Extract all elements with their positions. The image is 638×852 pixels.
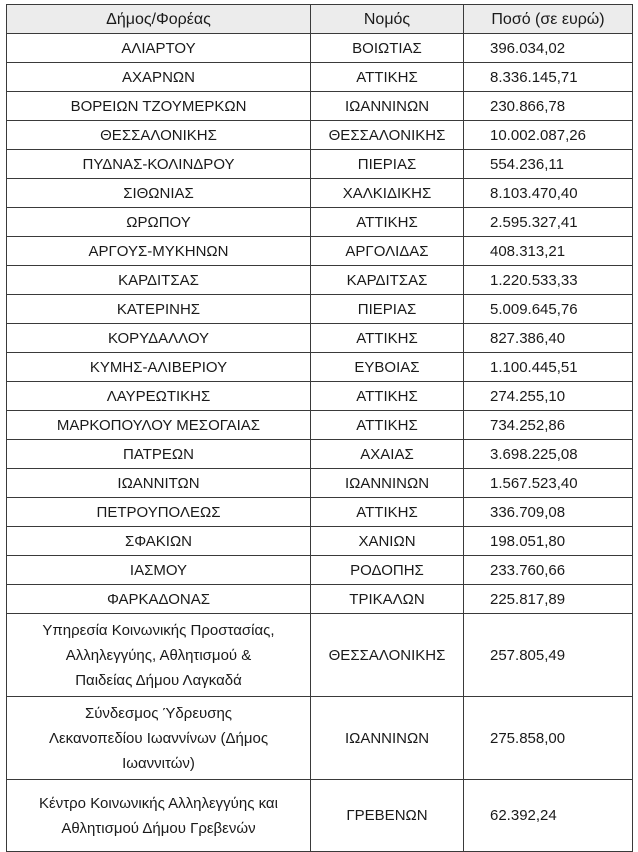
table-row <box>7 266 633 295</box>
cell-entity: Υπηρεσία Κοινωνικής Προστασίας, Αλληλεγγύης, Αθλητισμού & Παιδείας Δήμου Λαγκαδά <box>7 614 311 697</box>
table-body <box>7 34 633 852</box>
cell-entity: ΚΟΡΥΔΑΛΛΟΥ <box>7 324 311 353</box>
cell-amount: 3.698.225,08 <box>464 440 633 469</box>
table-row <box>7 498 633 527</box>
cell-prefecture: ΑΤΤΙΚΗΣ <box>311 382 464 411</box>
cell-amount: 408.313,21 <box>464 237 633 266</box>
cell-prefecture: ΑΧΑΙΑΣ <box>311 440 464 469</box>
cell-entity: ΩΡΩΠΟΥ <box>7 208 311 237</box>
cell-amount: 198.051,80 <box>464 527 633 556</box>
cell-prefecture: ΑΤΤΙΚΗΣ <box>311 498 464 527</box>
table-row <box>7 697 633 780</box>
cell-entity: ΘΕΣΣΑΛΟΝΙΚΗΣ <box>7 121 311 150</box>
cell-amount: 225.817,89 <box>464 585 633 614</box>
cell-prefecture: ΡΟΔΟΠΗΣ <box>311 556 464 585</box>
table-row <box>7 382 633 411</box>
header-entity: Δήμος/Φορέας <box>7 5 311 34</box>
funding-table <box>6 4 633 852</box>
cell-amount: 233.760,66 <box>464 556 633 585</box>
table-row <box>7 556 633 585</box>
cell-amount: 396.034,02 <box>464 34 633 63</box>
cell-prefecture: ΑΤΤΙΚΗΣ <box>311 208 464 237</box>
cell-prefecture: ΧΑΝΙΩΝ <box>311 527 464 556</box>
table-row <box>7 469 633 498</box>
cell-prefecture: ΠΙΕΡΙΑΣ <box>311 150 464 179</box>
cell-entity: ΙΩΑΝΝΙΤΩΝ <box>7 469 311 498</box>
table-row <box>7 237 633 266</box>
cell-amount: 275.858,00 <box>464 697 633 780</box>
cell-amount: 554.236,11 <box>464 150 633 179</box>
cell-amount: 8.336.145,71 <box>464 63 633 92</box>
cell-amount: 1.567.523,40 <box>464 469 633 498</box>
table-row <box>7 208 633 237</box>
cell-entity: Σύνδεσμος Ύδρευσης Λεκανοπεδίου Ιωαννίνων (Δήμος Ιωαννιτών) <box>7 697 311 780</box>
cell-entity: ΠΕΤΡΟΥΠΟΛΕΩΣ <box>7 498 311 527</box>
cell-entity: ΑΡΓΟΥΣ-ΜΥΚΗΝΩΝ <box>7 237 311 266</box>
cell-prefecture: ΒΟΙΩΤΙΑΣ <box>311 34 464 63</box>
header-prefecture: Νομός <box>311 5 464 34</box>
table-row <box>7 411 633 440</box>
table-row <box>7 585 633 614</box>
cell-prefecture: ΑΤΤΙΚΗΣ <box>311 324 464 353</box>
table-row <box>7 179 633 208</box>
cell-entity: ΚΑΡΔΙΤΣΑΣ <box>7 266 311 295</box>
table-row <box>7 614 633 697</box>
cell-entity: ΜΑΡΚΟΠΟΥΛΟΥ ΜΕΣΟΓΑΙΑΣ <box>7 411 311 440</box>
cell-amount: 230.866,78 <box>464 92 633 121</box>
cell-entity: ΑΛΙΑΡΤΟΥ <box>7 34 311 63</box>
table-row <box>7 440 633 469</box>
cell-entity: Κέντρο Κοινωνικής Αλληλεγγύης και Αθλητισμού Δήμου Γρεβενών <box>7 780 311 852</box>
cell-prefecture: ΕΥΒΟΙΑΣ <box>311 353 464 382</box>
table-row <box>7 353 633 382</box>
cell-entity: ΚΥΜΗΣ-ΑΛΙΒΕΡΙΟΥ <box>7 353 311 382</box>
cell-prefecture: ΓΡΕΒΕΝΩΝ <box>311 780 464 852</box>
cell-prefecture: ΤΡΙΚΑΛΩΝ <box>311 585 464 614</box>
cell-entity: ΑΧΑΡΝΩΝ <box>7 63 311 92</box>
cell-amount: 2.595.327,41 <box>464 208 633 237</box>
cell-entity: ΛΑΥΡΕΩΤΙΚΗΣ <box>7 382 311 411</box>
cell-amount: 5.009.645,76 <box>464 295 633 324</box>
cell-amount: 10.002.087,26 <box>464 121 633 150</box>
table-row <box>7 63 633 92</box>
cell-amount: 734.252,86 <box>464 411 633 440</box>
cell-entity: ΦΑΡΚΑΔΟΝΑΣ <box>7 585 311 614</box>
cell-amount: 257.805,49 <box>464 614 633 697</box>
cell-entity: ΒΟΡΕΙΩΝ ΤΖΟΥΜΕΡΚΩΝ <box>7 92 311 121</box>
cell-prefecture: ΑΤΤΙΚΗΣ <box>311 63 464 92</box>
cell-prefecture: ΘΕΣΣΑΛΟΝΙΚΗΣ <box>311 121 464 150</box>
cell-prefecture: ΑΤΤΙΚΗΣ <box>311 411 464 440</box>
cell-amount: 827.386,40 <box>464 324 633 353</box>
table-row <box>7 527 633 556</box>
cell-amount: 1.220.533,33 <box>464 266 633 295</box>
cell-prefecture: ΙΩΑΝΝΙΝΩΝ <box>311 92 464 121</box>
cell-amount: 274.255,10 <box>464 382 633 411</box>
cell-prefecture: ΧΑΛΚΙΔΙΚΗΣ <box>311 179 464 208</box>
cell-amount: 336.709,08 <box>464 498 633 527</box>
table-row <box>7 295 633 324</box>
table-row <box>7 92 633 121</box>
cell-prefecture: ΑΡΓΟΛΙΔΑΣ <box>311 237 464 266</box>
table-row <box>7 324 633 353</box>
cell-entity: ΣΦΑΚΙΩΝ <box>7 527 311 556</box>
cell-entity: ΠΑΤΡΕΩΝ <box>7 440 311 469</box>
table-row <box>7 150 633 179</box>
cell-entity: ΣΙΘΩΝΙΑΣ <box>7 179 311 208</box>
cell-prefecture: ΠΙΕΡΙΑΣ <box>311 295 464 324</box>
header-row <box>7 5 633 34</box>
cell-amount: 1.100.445,51 <box>464 353 633 382</box>
cell-entity: ΙΑΣΜΟΥ <box>7 556 311 585</box>
header-amount: Ποσό (σε ευρώ) <box>464 5 633 34</box>
cell-prefecture: ΘΕΣΣΑΛΟΝΙΚΗΣ <box>311 614 464 697</box>
table-row <box>7 121 633 150</box>
cell-prefecture: ΚΑΡΔΙΤΣΑΣ <box>311 266 464 295</box>
cell-entity: ΠΥΔΝΑΣ-ΚΟΛΙΝΔΡΟΥ <box>7 150 311 179</box>
cell-prefecture: ΙΩΑΝΝΙΝΩΝ <box>311 469 464 498</box>
cell-amount: 8.103.470,40 <box>464 179 633 208</box>
table-row <box>7 34 633 63</box>
cell-prefecture: ΙΩΑΝΝΙΝΩΝ <box>311 697 464 780</box>
cell-entity: ΚΑΤΕΡΙΝΗΣ <box>7 295 311 324</box>
cell-amount: 62.392,24 <box>464 780 633 852</box>
